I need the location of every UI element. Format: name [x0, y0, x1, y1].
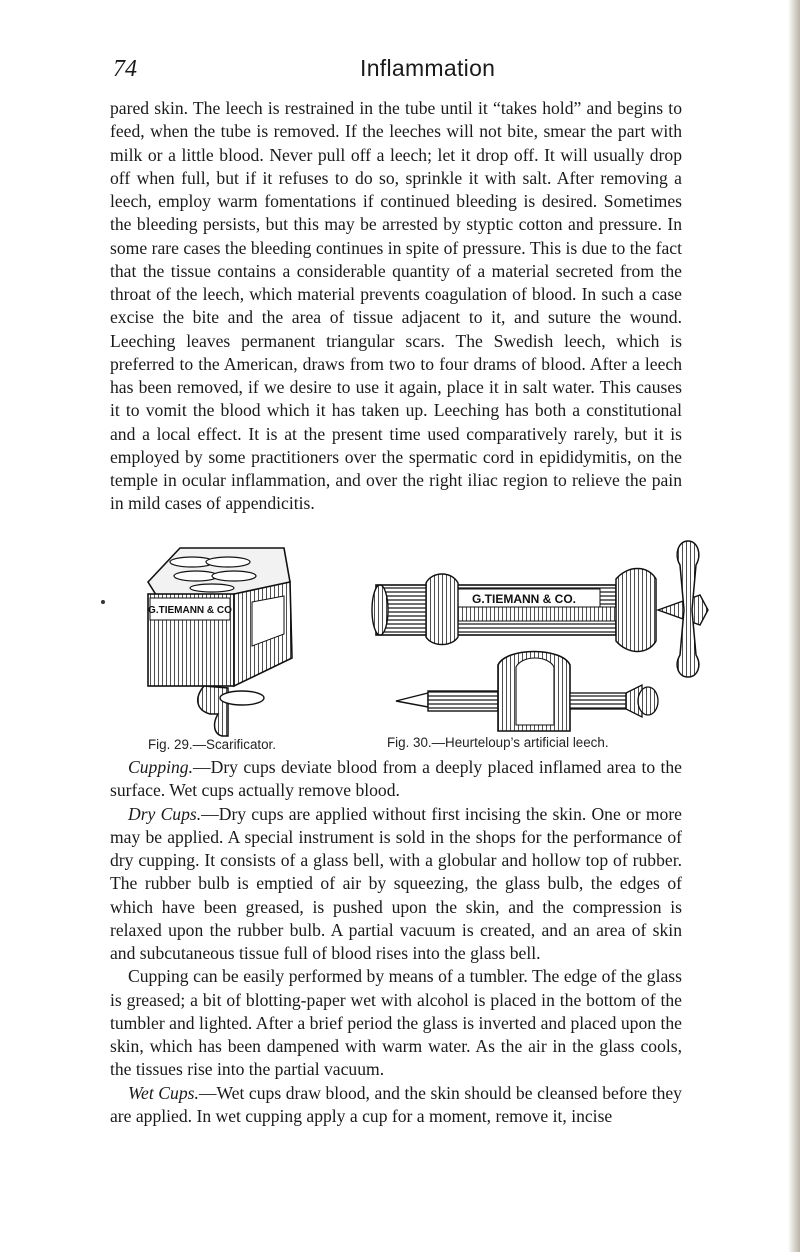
figure-30-caption: Fig. 30.—Heurteloup’s artificial leech. [387, 735, 609, 750]
paragraph-cupping [110, 756, 682, 803]
leech-maker-text: G.TIEMANN & CO. [472, 592, 576, 606]
cupping-heading: Cupping. [128, 757, 194, 777]
artificial-leech-illustration [366, 535, 712, 740]
dry-cups-text: —Dry cups are applied without first incising the skin. One or more may be applied. A special instrument is sold in the shops for the performance of dry cupping. It consists of a glass bell, with a globular and hollow top of rubber. The rubber bulb is emptied of air by squeezing, the glass bulb, the edges of which have been greased, is pushed upon the skin, and the compression is relaxed upon the rubber bulb. A partial vacuum is created, and an area of skin and subcutaneous tissue full of blood rises into the glass bell. [110, 803, 682, 963]
leech-end-cap [616, 569, 656, 652]
wet-cups-text: —Wet cups draw blood, and the skin should be cleansed before they are applied. In wet cupping apply a cup for a moment, remove it, incise [110, 1082, 682, 1126]
scarificator-knob [220, 691, 264, 705]
cupping-text: —Dry cups deviate blood from a deeply placed inflamed area to the surface. Wet cups actually remove blood. [110, 757, 682, 801]
running-title: Inflammation [360, 55, 496, 81]
dry-cups-heading: Dry Cups. [128, 803, 202, 824]
paragraph-leeching: pared skin. The leech is restrained in the tube until it “takes hold” and begins to feed, when the tube is removed. If the leeches will not bite, smear the part with milk or a little blood. Never pull off a leech; let it drop off. It will usually drop off when full, but if it refuses to do so, sprinkle it with salt. After removing a leech, employ warm fomentations if continued bleeding is desired. Sometimes the bleeding persists, but this may be arrested by styptic cotton and pressure. In some rare cases the bleeding continues in spite of pressure. This is due to the fact that the tissue contains a considerable quantity of a material secreted from the throat of the leech, which material prevents coagulation of blood. In such a case excise the bite and the area of tissue adjacent to it, and suture the wound. Leeching leaves permanent triangular scars. The Swedish leech, which is preferred to the American, draws from two to four drams of blood. After a leech has been removed, if we desire to use it again, place it in salt water. This causes it to vomit the blood which it has taken up. Leeching has both a constitutional and a local effect. It is at the present time used comparatively rarely, but it is employed by some practitioners over the spermatic cord in epididymitis, on the temple in ocular inflammation, and over the right iliac region to relieve the pain in mild cases of appendicitis. [110, 98, 682, 514]
page-edge-shadow [788, 0, 800, 1252]
body-text-bottom [110, 756, 682, 1128]
wet-cups-heading: Wet Cups. [128, 1082, 199, 1103]
figure-29-caption: Fig. 29.—Scarificator. [148, 737, 277, 752]
paragraph-tumbler: Cupping can be easily performed by means of a tumbler. The edge of the glass is greased; a bit of blotting-paper wet with alcohol is placed in the bottom of the tumbler and lighted. After a brief period the glass is inverted and placed upon the skin, which has been dampened with warm water. As the air in the glass cools, the tissues rise into the partial vacuum. [110, 966, 682, 1080]
scarificator-maker-text: G.TIEMANN & CO [148, 605, 232, 616]
scarificator-illustration [134, 538, 294, 738]
leech-nozzle [428, 691, 498, 711]
paragraph-dry-cups [110, 803, 682, 966]
body-text-top [110, 97, 682, 516]
margin-dot [101, 600, 105, 604]
paragraph-wet-cups [110, 1082, 682, 1129]
page-number: 74 [113, 56, 137, 82]
